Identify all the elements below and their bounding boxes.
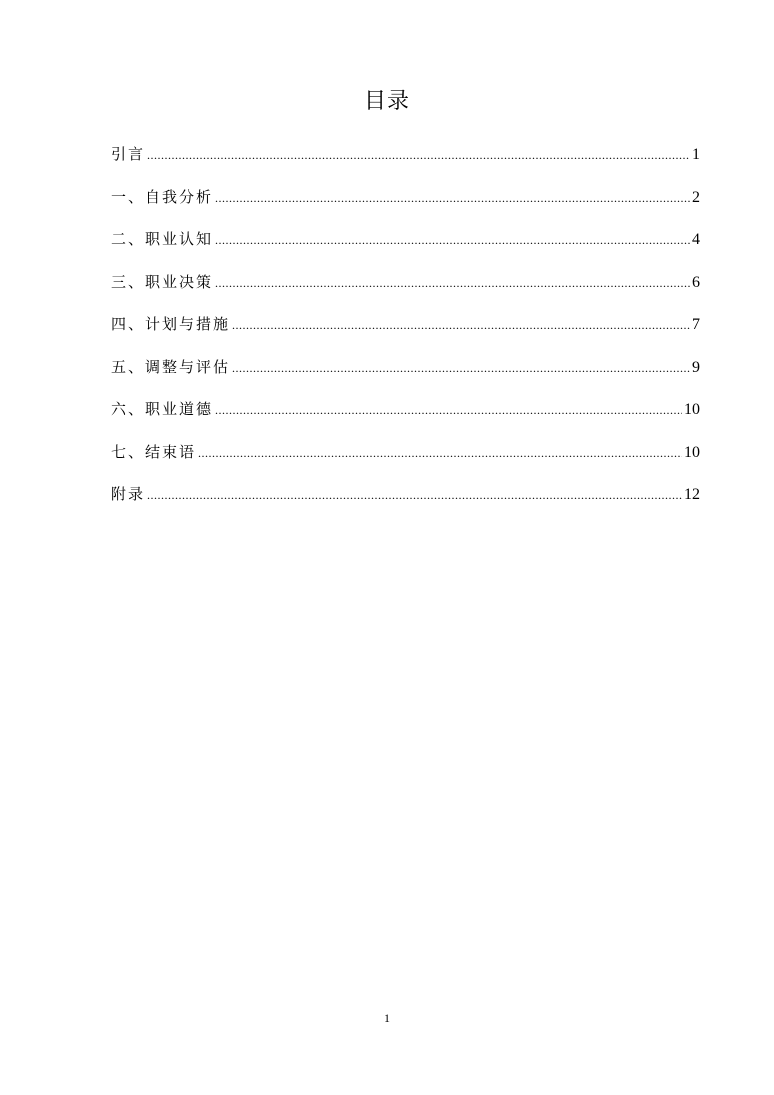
toc-entry-page: 7 <box>692 316 700 333</box>
toc-title: 目录 <box>363 89 410 114</box>
toc-dot-leader <box>198 439 682 467</box>
toc-dot-leader <box>215 226 690 254</box>
page-number: 1 <box>384 1011 390 1025</box>
toc-dot-leader <box>147 481 682 509</box>
toc-entry-label: 附录 <box>111 485 146 503</box>
toc-entry-self-analysis[interactable] <box>111 183 700 226</box>
toc-entry-appendix[interactable] <box>111 480 700 523</box>
toc-entry-label: 五、调整与评估 <box>111 357 231 376</box>
toc-entry-label: 三、职业决策 <box>111 272 214 291</box>
toc-dot-leader <box>232 354 690 382</box>
toc-dot-leader <box>232 311 690 339</box>
toc-entry-label: 引言 <box>111 145 146 163</box>
toc-entry-page: 10 <box>684 443 700 461</box>
toc-dot-leader <box>215 269 690 297</box>
toc-dot-leader <box>215 184 690 212</box>
toc-entry-label: 二、职业认知 <box>111 230 214 248</box>
toc-entry-label: 四、计划与措施 <box>111 315 231 333</box>
toc-list <box>111 140 700 523</box>
toc-entry-professional-ethics[interactable] <box>111 395 700 438</box>
toc-entry-label: 七、结束语 <box>111 442 197 461</box>
toc-entry-page: 1 <box>692 146 700 163</box>
toc-entry-label: 一、自我分析 <box>111 187 214 206</box>
toc-entry-page: 2 <box>692 188 700 206</box>
toc-entry-career-cognition[interactable] <box>111 225 700 268</box>
toc-entry-plans-measures[interactable] <box>111 310 700 353</box>
toc-entry-page: 6 <box>692 273 700 291</box>
toc-entry-adjustment-evaluation[interactable] <box>111 353 700 396</box>
toc-dot-leader <box>147 141 690 169</box>
toc-entry-page: 10 <box>684 401 700 418</box>
toc-entry-conclusion[interactable] <box>111 438 700 481</box>
toc-entry-career-decision[interactable] <box>111 268 700 311</box>
toc-entry-page: 12 <box>684 486 700 503</box>
toc-entry-introduction[interactable] <box>111 140 700 183</box>
toc-entry-label: 六、职业道德 <box>111 400 214 418</box>
toc-dot-leader <box>215 396 682 424</box>
toc-entry-page: 9 <box>692 358 700 376</box>
toc-entry-page: 4 <box>692 231 700 248</box>
